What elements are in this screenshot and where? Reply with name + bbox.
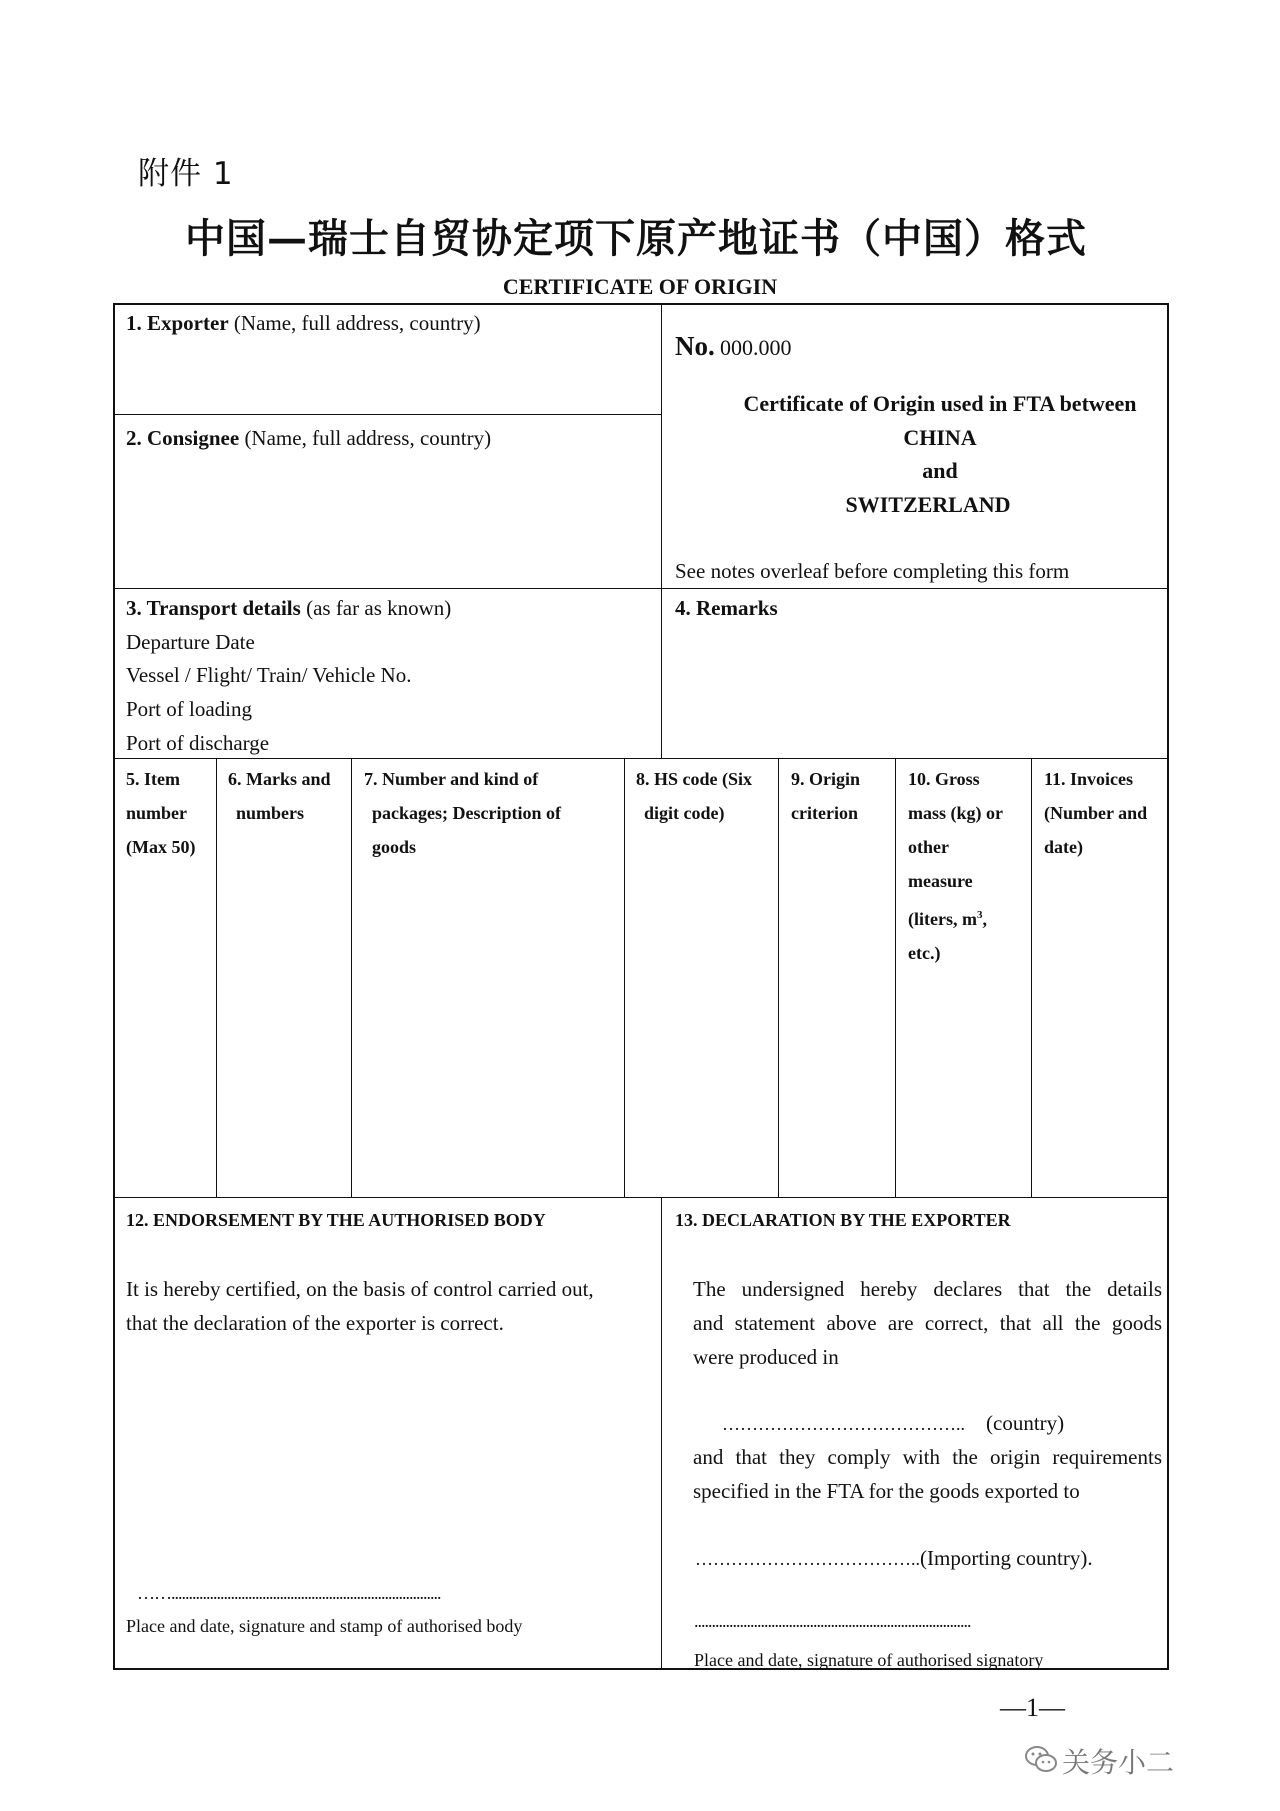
divider-bottom-middle	[661, 1197, 662, 1670]
endorsement-signature-line: …….............................................................................	[137, 1583, 441, 1603]
endorsement-text: It is hereby certified, on the basis of control carried out, that the declaration of the exporter is correct.	[126, 1277, 594, 1335]
divider-row-transport	[113, 588, 1169, 589]
certificate-country-china: CHINA	[903, 425, 977, 450]
transport-departure-date: Departure Date	[126, 630, 255, 654]
declaration-signature-line: ...............................................................................	[694, 1611, 971, 1631]
declaration-signature-caption: Place and date, signature of authorised signatory	[694, 1650, 1044, 1670]
remarks-label: 4. Remarks	[675, 596, 778, 620]
divider-top-middle	[661, 303, 662, 758]
attachment-label: 附件 1	[138, 156, 234, 192]
endorsement-title: 12. ENDORSEMENT BY THE AUTHORISED BODY	[126, 1210, 546, 1230]
declaration-text-2: and that they comply with the origin requirements specified in the FTA for the goods exported to	[693, 1445, 1162, 1503]
column-header-marks-numbers: 6. Marks and numbers	[228, 769, 331, 823]
declaration-importing-line: ………………………………..(Importing country).	[695, 1546, 1093, 1570]
divider-col-6	[216, 758, 217, 1197]
column-header-invoices: 11. Invoices (Number and date)	[1044, 769, 1148, 857]
overleaf-note: See notes overleaf before completing this form	[675, 559, 1070, 583]
divider-col-8	[624, 758, 625, 1197]
page-title: 中国—瑞士自贸协定项下原产地证书（中国）格式	[185, 215, 1087, 262]
column-header-packages-description: 7. Number and kind of packages; Description of goods	[364, 769, 561, 857]
transport-vehicle-no: Vessel / Flight/ Train/ Vehicle No.	[126, 663, 412, 687]
divider-row-declaration	[113, 1197, 1169, 1198]
column-header-gross-mass: 10. Gross mass (kg) or other measure (liters, $m^3$, etc.)	[908, 769, 1003, 963]
certificate-and: and	[922, 458, 958, 483]
endorsement-signature-caption: Place and date, signature and stamp of authorised body	[126, 1616, 523, 1636]
divider-exporter-consignee	[113, 414, 661, 415]
certificate-number: No. 000.000	[675, 331, 792, 361]
column-header-hs-code: 8. HS code (Six digit code)	[636, 769, 753, 823]
transport-details-label: 3. Transport details (as far as known)	[126, 596, 452, 620]
divider-col-10	[895, 758, 896, 1197]
certificate-subtitle: CERTIFICATE OF ORIGIN	[502, 274, 778, 299]
column-header-origin-criterion: 9. Origin criterion	[791, 769, 861, 823]
consignee-label: 2. Consignee (Name, full address, country)	[126, 426, 492, 450]
column-header-item-number: 5. Item number (Max 50)	[126, 769, 196, 857]
divider-col-7	[351, 758, 352, 1197]
wechat-icon	[1024, 1744, 1058, 1779]
divider-row-goods	[113, 758, 1169, 759]
transport-port-loading: Port of loading	[126, 697, 252, 721]
declaration-text-1: The undersigned hereby declares that the details and statement above are correct, that all the goods were produced in	[693, 1277, 1162, 1369]
page-number: —1—	[1000, 1693, 1065, 1722]
transport-port-discharge: Port of discharge	[126, 731, 270, 755]
watermark-text: 关务小二	[1062, 1746, 1175, 1779]
exporter-label: 1. Exporter (Name, full address, country)	[126, 311, 481, 335]
certificate-country-switzerland: SWITZERLAND	[845, 492, 1011, 517]
declaration-title: 13. DECLARATION BY THE EXPORTER	[675, 1210, 1011, 1230]
declaration-country-line: ………………………………….. (country)	[722, 1411, 1065, 1435]
divider-col-11	[1031, 758, 1032, 1197]
divider-col-9	[778, 758, 779, 1197]
certificate-fta-line: Certificate of Origin used in FTA between	[743, 391, 1137, 416]
